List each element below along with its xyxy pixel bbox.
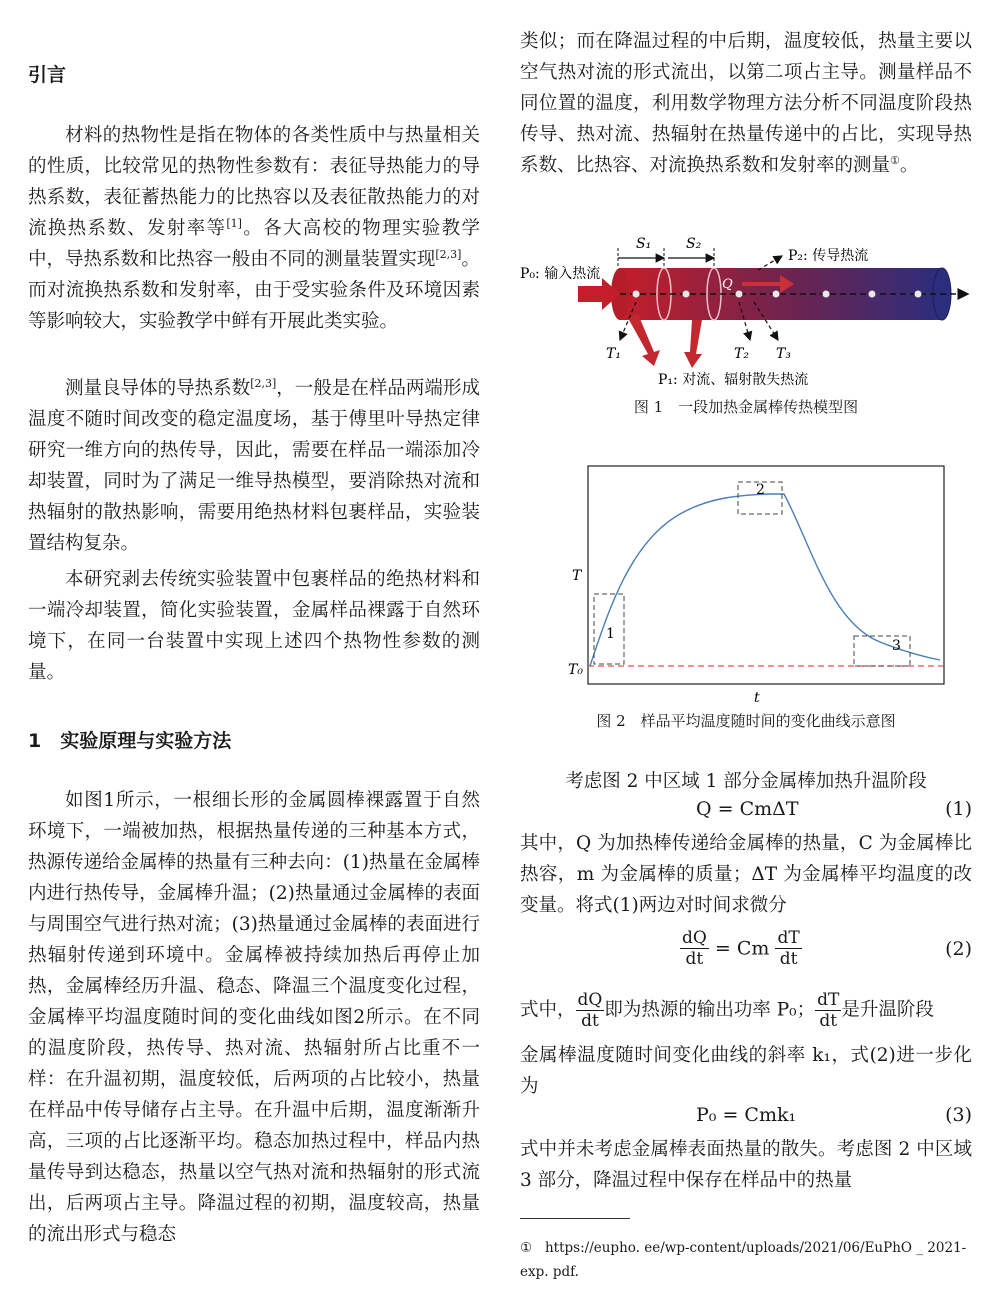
equation-2-number: (2) [945,938,972,960]
intro-paragraph-3: 本研究剥去传统实验装置中包裹样品的绝热材料和一端冷却装置，简化实验装置，金属样品裸露于自然环境下，在同一台装置中实现上述四个热物性参数的测量。 [28,569,480,683]
where2-a: 式中， [520,999,576,1021]
label-p0: P₀: 输入热流 [520,266,601,282]
equation-1-number: (1) [945,798,972,820]
intro-p1-text-b: 。各大高校的物理实验教学中，导热系数和比热容一般由不同的测量装置实现 [28,218,480,270]
intro-heading: 引言 [28,64,67,86]
continued-paragraph [520,26,972,181]
where2-c: 是升温阶段 [841,999,934,1021]
consider-paragraph: 考虑图 2 中区域 1 部分金属棒加热升温阶段 [565,771,927,792]
label-t2: T₂ [734,346,749,362]
intro-paragraph-1 [28,120,480,337]
loss-arrow-left [628,314,660,366]
label-t1: T₁ [606,346,621,362]
where-paragraph-3: 金属棒温度随时间变化曲线的斜率 k₁，式(2)进一步化为 [520,1045,972,1097]
intro-p2-text-a: 测量良导体的导热系数 [65,378,251,399]
figure-1-caption: 图 1 一段加热金属棒传热模型图 [633,398,859,416]
plot-frame [588,466,944,684]
region-1-label: 1 [606,626,615,642]
temperature-curve [590,494,940,666]
y-axis-label: T [572,568,582,584]
continued-text: 类似；而在降温过程的中后期，温度较低，热量主要以空气热对流的形式流出，以第二项占主导。测量样品不同位置的温度，利用数学物理方法分析不同温度阶段热传导、热对流、热辐射在热量传递中的占比，实现导热系数、比热容、对流换热系数和发射率的测量 [520,31,972,176]
footnote-url[interactable]: https://eupho. ee/wp-content/uploads/2021/06/EuPhO _ 2021-exp. pdf. [520,1240,967,1280]
region-2-label: 2 [756,482,765,498]
frac-dT: dT [777,928,800,948]
citation-2-3: [2,3] [435,247,462,261]
equation-2-body [680,928,802,969]
citation-1: [1] [226,216,242,230]
figure-2-caption: 图 2 样品平均温度随时间的变化曲线示意图 [596,712,896,730]
equation-3-body: P₀ = Cmk₁ [696,1104,797,1126]
figure-2-temperature-curve [520,462,972,712]
equation-3-number: (3) [945,1104,972,1126]
equation-2 [520,926,972,978]
region-3-label: 3 [892,638,901,654]
y0-label: T₀ [568,662,583,678]
intro-p1-text-a: 材料的热物性是指在物体的各类性质中与热量相关的性质，比较常见的热物性参数有：表征导热能力的导热系数，表征蓄热能力的比热容以及表征散热能力的对流换热系数、发射率等 [28,125,480,239]
where-paragraph-1: 其中，Q 为加热棒传递给金属棒的热量，C 为金属棒比热容，m 为金属棒的质量；ΔT 为金属棒平均温度的改变量。将式(1)两边对时间求微分 [520,833,972,916]
citation-2-3-b: [2,3] [250,376,277,390]
eq2-middle: = Cm [714,937,770,960]
intro-p2-text-b: ，一般是在样品两端形成温度不随时间改变的稳定温度场，基于傅里叶导热定律研究一维方向的热传导，因此，需要在样品一端添加冷却装置，同时为了满足一维导热模型，要消除热对流和热辐射的散热影响，需要用绝热材料包裹样品，实验装置结构复杂。 [28,378,480,554]
label-t3: T₃ [776,346,791,362]
label-s2: S₂ [686,236,702,252]
equation-1-body: Q = CmΔT [696,798,799,820]
frac-dt-2: dt [779,949,798,969]
footnote [520,1236,972,1284]
footnote-rule [520,1218,630,1219]
label-p1: P₁: 对流、辐射散失热流 [658,372,809,388]
label-p2: P₂: 传导热流 [788,248,869,264]
frac-dt: dt [685,949,704,969]
where2-b: 即为热源的输出功率 P₀； [604,999,816,1021]
section-1-paragraph: 如图1所示，一根细长形的金属圆棒裸露置于自然环境下，一端被加热，根据热量传递的三种基本方式，热源传递给金属棒的热量有三种去向：(1)热量在金属棒内进行热传导，金属棒升温；(2)热量通过金属棒的表面与周围空气进行热对流；(3)热量通过金属棒的表面进行热辐射传递到环境中。金属棒被持续加热后再停止加热，金属棒经历升温、稳态、降温三个温度变化过程，金属棒平均温度随时间的变化曲线如图2所示。在不同的温度阶段，热传导、热对流、热辐射所占比重不一样：在升温初期，温度较低，后两项的占比较小，热量在样品中传导储存占主导。在升温中后期，温度渐渐升高，三项的占比逐渐平均。稳态加热过程中，样品内热量传导到达稳态，热量以空气热对流和热辐射的形式流出，后两项占主导。降温过程的初期，温度较高，热量的流出形式与稳态 [28,790,480,1245]
where-paragraph-2 [520,990,972,1031]
footnote-mark: ① [520,1240,533,1256]
inline-frac-dq: $\frac{dQ}{dt}$ [577,990,603,1031]
continued-text-end: 。 [899,155,919,176]
region-3-box [854,636,910,666]
label-s1: S₁ [636,236,652,252]
frac-dq: dQ [682,928,707,948]
intro-paragraph-2 [28,373,480,559]
figure-1-rod-model [520,222,972,390]
inline-frac-dT: $\frac{dT}{dt}$ [817,990,840,1031]
intro-p1-text-c: 。而对流换热系数和发射率，由于受实验条件及环境因素等影响较大，实验教学中鲜有开展此类实验。 [28,249,480,332]
loss-arrow-right [684,320,702,368]
section-1-heading: 1 实验原理与实验方法 [28,730,232,752]
x-axis-label: t [754,690,760,706]
final-paragraph: 式中并未考虑金属棒表面热量的散失。考虑图 2 中区域 3 部分，降温过程中保存在样品中的热量 [520,1139,972,1191]
label-q: Q [722,277,733,292]
footnote-reference: ① [890,153,900,167]
